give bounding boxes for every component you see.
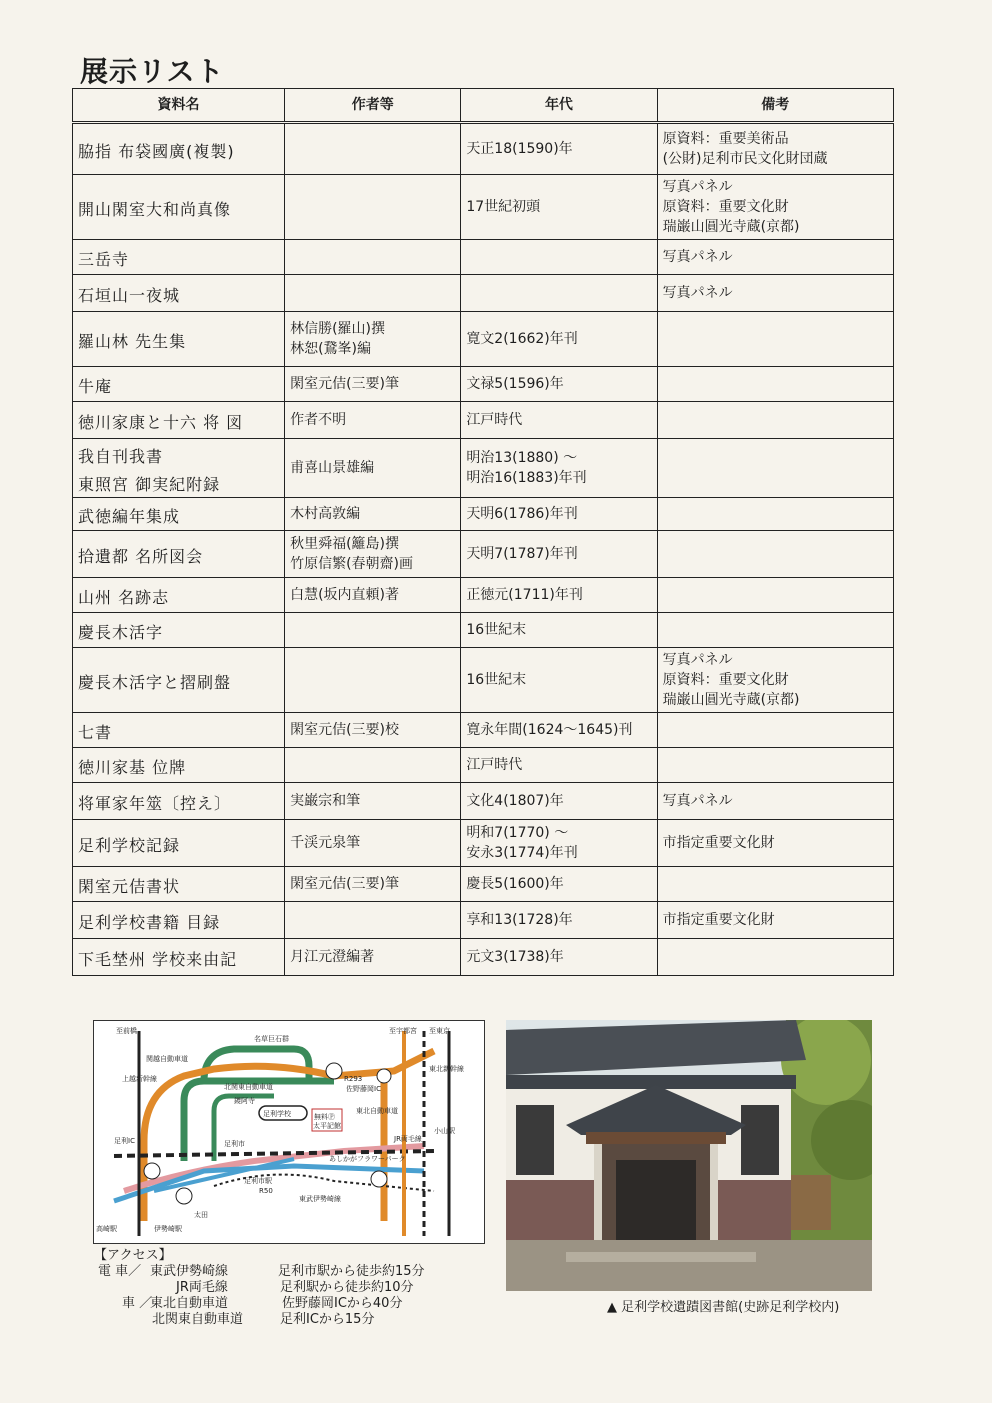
access-heading: 【アクセス】 — [94, 1248, 172, 1263]
table-row — [73, 367, 894, 402]
map-label-kitakanto: 北関東自動車道 — [224, 1083, 273, 1091]
author-text: 白慧(坂内直頼)著 — [290, 587, 400, 603]
notes-text: 写真パネル — [662, 793, 733, 809]
name-text: 武徳編年集成 — [78, 507, 181, 526]
era-text: 16世紀末 — [466, 672, 527, 688]
era-text: 安永3(1774)年刊 — [466, 845, 578, 861]
map-label-taiheikan: 太平記館 — [313, 1122, 341, 1130]
cell-author — [285, 902, 461, 939]
author-text: 実巌宗和筆 — [290, 793, 361, 809]
cell-era — [461, 820, 657, 867]
map-label-jr: JR両毛線 — [394, 1135, 422, 1143]
map-label-ashikagashi: 足利市 — [224, 1140, 245, 1148]
cell-author — [285, 275, 461, 312]
cell-notes — [657, 175, 893, 240]
table-row — [73, 402, 894, 439]
cell-notes — [657, 531, 893, 578]
name-text: 徳川家基 位牌 — [78, 758, 187, 777]
cell-name — [73, 783, 285, 820]
notes-text: 写真パネル — [662, 249, 733, 265]
cell-author — [285, 939, 461, 976]
era-text: 天正18(1590)年 — [466, 141, 573, 157]
cell-name — [73, 867, 285, 902]
cell-notes — [657, 748, 893, 783]
table-row — [73, 820, 894, 867]
name-text: 足利学校書籍 目録 — [78, 913, 221, 932]
map-label-ashikaga-ic: 足利IC — [114, 1137, 135, 1145]
cell-name — [73, 402, 285, 439]
name-text: 羅山林 先生集 — [78, 332, 187, 351]
cell-era — [461, 748, 657, 783]
era-text: 寛永年間(1624～1645)刊 — [466, 722, 633, 738]
access-line: 電 車／ 東武伊勢崎線 足利市駅から徒歩約15分 — [98, 1264, 425, 1279]
cell-notes — [657, 648, 893, 713]
cell-notes — [657, 402, 893, 439]
table-row — [73, 240, 894, 275]
era-text: 江戸時代 — [466, 757, 523, 773]
notes-text: 原資料：重要文化財 — [662, 672, 789, 688]
access-info — [94, 1248, 514, 1328]
cell-era — [461, 175, 657, 240]
map-label-r293: R293 — [344, 1075, 363, 1083]
cell-era — [461, 240, 657, 275]
access-line: JR両毛線 足利駅から徒歩約10分 — [176, 1280, 414, 1295]
cell-author — [285, 713, 461, 748]
author-text: 作者不明 — [290, 412, 347, 428]
map-label-tobu: 東武伊勢崎線 — [299, 1195, 341, 1203]
cell-name — [73, 175, 285, 240]
era-text: 江戸時代 — [466, 412, 523, 428]
cell-name — [73, 578, 285, 613]
photo-caption: ▲ 足利学校遺蹟図書館(史跡足利学校内) — [607, 1300, 840, 1315]
library-photo — [506, 1020, 872, 1291]
map-label-meisou: 名草巨石群 — [254, 1035, 289, 1043]
cell-author — [285, 783, 461, 820]
cell-name — [73, 902, 285, 939]
map-label-ashikaga-st: 足利市駅 — [244, 1177, 272, 1185]
table-row — [73, 748, 894, 783]
cell-notes — [657, 578, 893, 613]
cell-author — [285, 240, 461, 275]
notes-text: 写真パネル — [662, 179, 733, 195]
map-label-ota: 太田 — [194, 1211, 208, 1219]
cell-era — [461, 939, 657, 976]
cell-name — [73, 748, 285, 783]
name-text: 東照宮 御実紀附録 — [78, 475, 221, 494]
table-row — [73, 498, 894, 531]
era-text: 明和7(1770) ～ — [466, 825, 569, 841]
header-author: 作者等 — [285, 89, 461, 123]
access-line: 北関東自動車道 足利ICから15分 — [152, 1312, 375, 1327]
cell-notes — [657, 783, 893, 820]
name-text: 脇指 布袋國廣(複製) — [78, 142, 235, 161]
table-header-row — [73, 89, 894, 123]
cell-notes — [657, 867, 893, 902]
cell-notes — [657, 498, 893, 531]
map-label-r50: R50 — [259, 1187, 273, 1195]
notes-text: 瑞巌山圓光寺蔵(京都) — [662, 692, 800, 708]
page-title: 展示リスト — [80, 55, 225, 88]
cell-era — [461, 498, 657, 531]
cell-name — [73, 275, 285, 312]
table-row — [73, 648, 894, 713]
name-text: 将軍家年筮〔控え〕 — [78, 794, 232, 813]
cell-notes — [657, 123, 893, 175]
cell-era — [461, 867, 657, 902]
notes-text: 写真パネル — [662, 285, 733, 301]
author-text: 閑室元佶(三要)筆 — [290, 376, 400, 392]
map-label-flower: あしかがフラワーパーク — [329, 1155, 406, 1163]
name-text: 慶長木活字 — [78, 623, 164, 642]
cell-name — [73, 240, 285, 275]
cell-notes — [657, 275, 893, 312]
notes-text: 市指定重要文化財 — [662, 835, 775, 851]
cell-author — [285, 820, 461, 867]
name-text: 石垣山一夜城 — [78, 286, 181, 305]
table-row — [73, 783, 894, 820]
cell-name — [73, 648, 285, 713]
table-row — [73, 175, 894, 240]
cell-name — [73, 312, 285, 367]
notes-text: 写真パネル — [662, 652, 733, 668]
era-text: 元文3(1738)年 — [466, 949, 564, 965]
cell-era — [461, 648, 657, 713]
table-row — [73, 123, 894, 175]
era-text: 享和13(1728)年 — [466, 912, 573, 928]
cell-era — [461, 367, 657, 402]
table-row — [73, 531, 894, 578]
cell-name — [73, 713, 285, 748]
cell-era — [461, 402, 657, 439]
name-text: 慶長木活字と摺刷盤 — [78, 673, 232, 692]
cell-author — [285, 578, 461, 613]
map-label-free: 無料Ⓟ — [314, 1113, 335, 1121]
name-text: 七書 — [78, 723, 113, 742]
cell-era — [461, 783, 657, 820]
map-label-tohoku-shinkansen: 東北新幹線 — [429, 1065, 464, 1073]
cell-author — [285, 175, 461, 240]
notes-text: 原資料：重要美術品 — [662, 131, 789, 147]
cell-author — [285, 648, 461, 713]
cell-era — [461, 275, 657, 312]
access-line: 車 ／ 東北自動車道 佐野藤岡ICから40分 — [122, 1296, 403, 1311]
cell-name — [73, 820, 285, 867]
notes-text: (公財)足利市民文化財団蔵 — [662, 151, 828, 167]
name-text: 閑室元佶書状 — [78, 877, 181, 896]
cell-notes — [657, 613, 893, 648]
author-text: 閑室元佶(三要)筆 — [290, 876, 400, 892]
era-text: 16世紀末 — [466, 622, 527, 638]
name-text: 山州 名跡志 — [78, 588, 170, 607]
header-notes: 備考 — [657, 89, 893, 123]
name-text: 牛庵 — [78, 377, 113, 396]
map-label-utsunomiya: 至宇都宮 — [389, 1027, 417, 1035]
era-text: 天明6(1786)年刊 — [466, 506, 578, 522]
author-text: 月江元澄編著 — [290, 949, 375, 965]
era-text: 正徳元(1711)年刊 — [466, 587, 583, 603]
notes-text: 市指定重要文化財 — [662, 912, 775, 928]
cell-notes — [657, 902, 893, 939]
cell-author — [285, 402, 461, 439]
name-text: 足利学校記録 — [78, 836, 181, 855]
name-text: 開山閑室大和尚真像 — [78, 200, 232, 219]
author-text: 閑室元佶(三要)校 — [290, 722, 400, 738]
table-row — [73, 578, 894, 613]
cell-author — [285, 498, 461, 531]
map-label-kanetsu: 関越自動車道 — [146, 1055, 188, 1063]
map-label-tokyo: 至東京 — [429, 1027, 450, 1035]
cell-era — [461, 578, 657, 613]
map-label-banna: 鑁阿寺 — [234, 1097, 255, 1105]
cell-notes — [657, 939, 893, 976]
cell-era — [461, 531, 657, 578]
map-label-maebashi: 至前橋 — [116, 1027, 137, 1035]
map-label-isesaki: 伊勢崎駅 — [154, 1225, 182, 1233]
notes-text: 原資料：重要文化財 — [662, 199, 789, 215]
exhibit-table — [72, 88, 894, 976]
era-text: 文化4(1807)年 — [466, 793, 564, 809]
era-text: 慶長5(1600)年 — [466, 876, 564, 892]
era-text: 文禄5(1596)年 — [466, 376, 564, 392]
table-row — [73, 939, 894, 976]
cell-author — [285, 367, 461, 402]
author-text: 林恕(鵞峯)編 — [290, 341, 372, 357]
cell-author — [285, 748, 461, 783]
cell-era — [461, 902, 657, 939]
table-row — [73, 275, 894, 312]
era-text: 天明7(1787)年刊 — [466, 546, 578, 562]
cell-notes — [657, 240, 893, 275]
cell-notes — [657, 367, 893, 402]
table-row — [73, 713, 894, 748]
cell-era — [461, 123, 657, 175]
cell-author — [285, 123, 461, 175]
name-text: 徳川家康と十六 将 図 — [78, 413, 244, 432]
cell-notes — [657, 312, 893, 367]
author-text: 竹原信繁(春朝齋)画 — [290, 556, 414, 572]
name-text: 下毛埜州 学校来由記 — [78, 950, 238, 969]
era-text: 寛文2(1662)年刊 — [466, 331, 578, 347]
map-label-sanuki: 佐野藤岡IC — [346, 1085, 381, 1093]
cell-era — [461, 613, 657, 648]
map-label-takasaki: 高崎駅 — [96, 1225, 117, 1233]
author-text: 千渓元泉筆 — [290, 835, 361, 851]
cell-author — [285, 312, 461, 367]
map-label-joetsu: 上越新幹線 — [122, 1075, 157, 1083]
cell-name — [73, 531, 285, 578]
cell-author — [285, 867, 461, 902]
cell-name — [73, 439, 285, 498]
notes-text: 瑞巌山圓光寺蔵(京都) — [662, 219, 800, 235]
era-text: 明治16(1883)年刊 — [466, 470, 587, 486]
era-text: 明治13(1880) ～ — [466, 450, 578, 466]
cell-author — [285, 439, 461, 498]
cell-name — [73, 939, 285, 976]
table-row — [73, 312, 894, 367]
cell-name — [73, 613, 285, 648]
cell-name — [73, 123, 285, 175]
cell-era — [461, 312, 657, 367]
cell-notes — [657, 713, 893, 748]
header-era: 年代 — [461, 89, 657, 123]
cell-notes — [657, 439, 893, 498]
author-text: 秋里舜福(籬島)撰 — [290, 536, 400, 552]
cell-name — [73, 498, 285, 531]
author-text: 林信勝(羅山)撰 — [290, 321, 386, 337]
author-text: 甫喜山景雄編 — [290, 460, 375, 476]
table-row — [73, 902, 894, 939]
cell-era — [461, 713, 657, 748]
map-label-oyama: 小山駅 — [434, 1127, 455, 1135]
author-text: 木村高敦編 — [290, 506, 361, 522]
cell-author — [285, 613, 461, 648]
map-label-school: 足利学校 — [263, 1110, 291, 1118]
cell-name — [73, 367, 285, 402]
cell-author — [285, 531, 461, 578]
name-text: 拾遺都 名所図会 — [78, 547, 204, 566]
era-text: 17世紀初頭 — [466, 199, 541, 215]
cell-era — [461, 439, 657, 498]
name-text: 我自刊我書 — [78, 447, 164, 466]
access-map — [93, 1020, 485, 1244]
table-row — [73, 867, 894, 902]
map-label-tohoku: 東北自動車道 — [356, 1107, 398, 1115]
table-row — [73, 439, 894, 498]
table-row — [73, 613, 894, 648]
header-name: 資料名 — [73, 89, 285, 123]
cell-notes — [657, 820, 893, 867]
name-text: 三岳寺 — [78, 250, 130, 269]
